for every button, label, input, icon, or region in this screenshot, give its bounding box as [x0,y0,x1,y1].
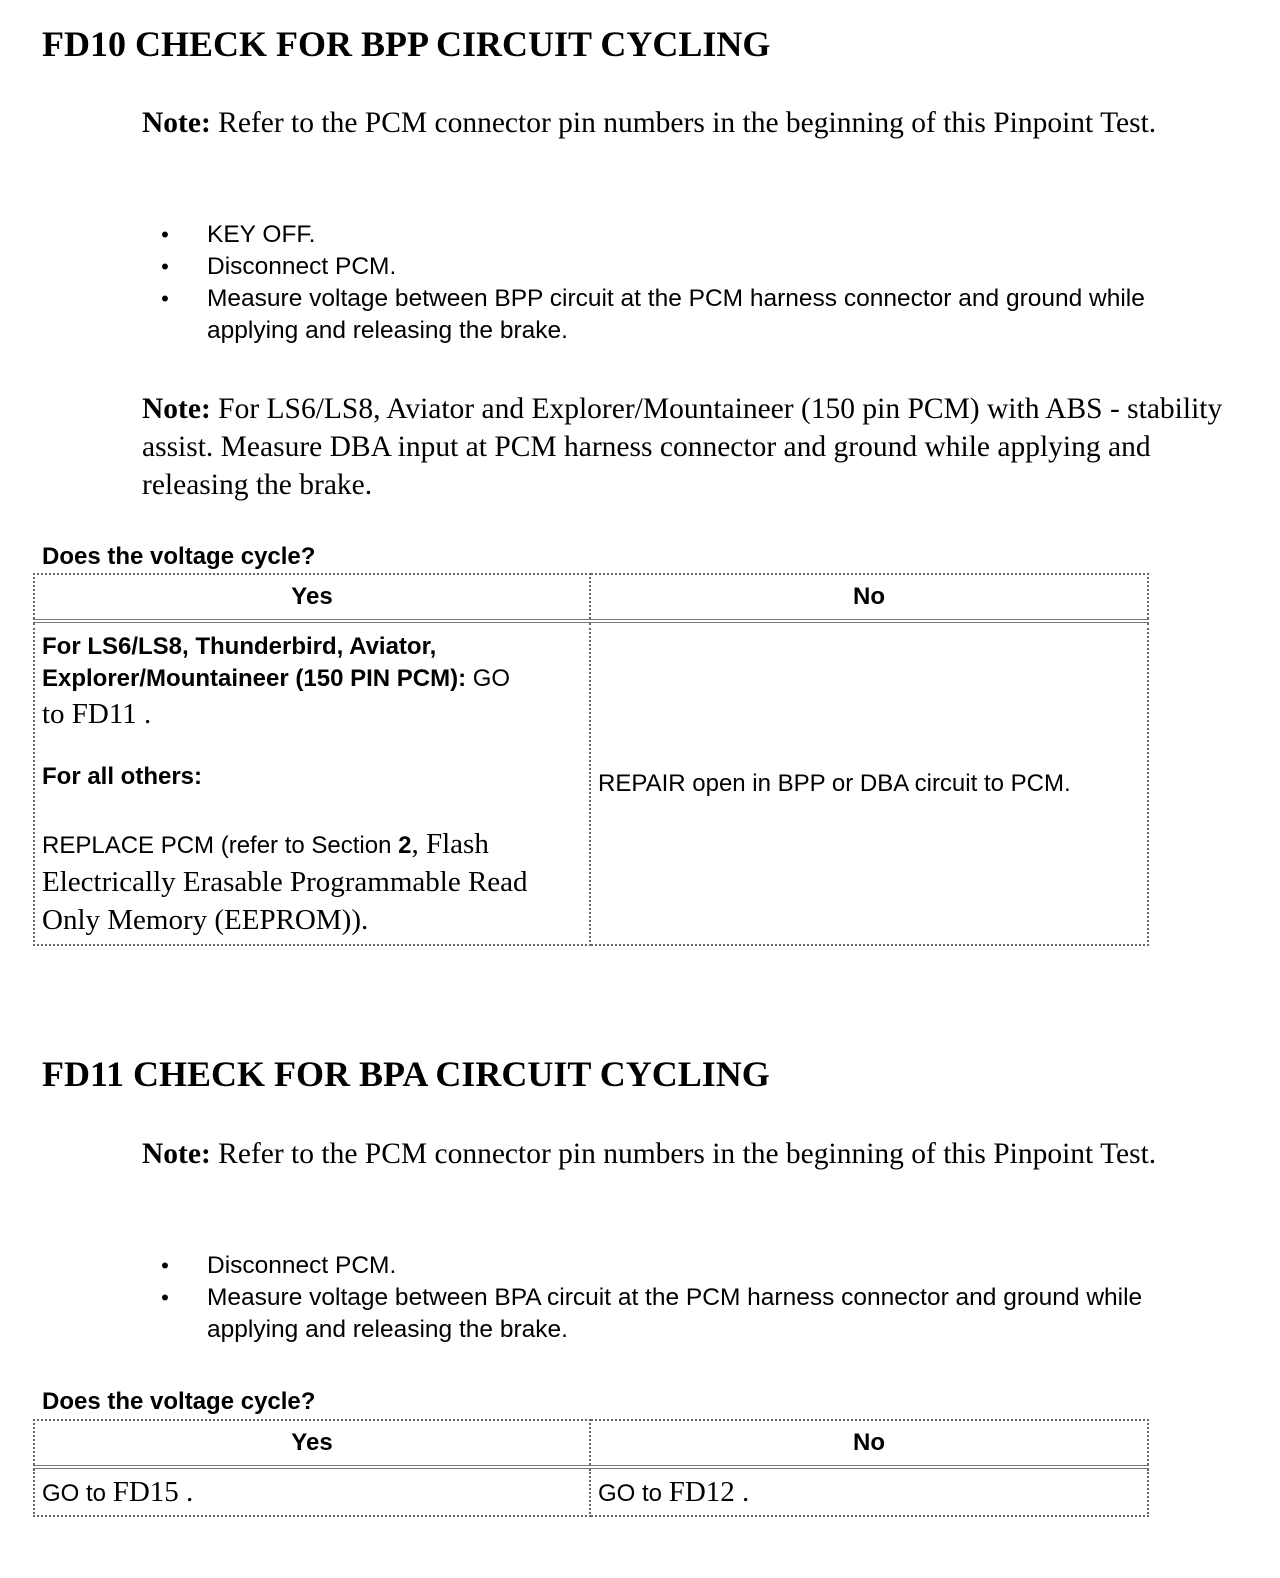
bullet-icon: • [161,222,169,247]
go-to-fd12-link[interactable]: FD12 . [668,1476,750,1508]
section-reference-link[interactable]: , Flash Electrically Erasable Programmable Read Only Memory (EEPROM)). [42,828,528,936]
list-item [142,283,1222,347]
go-text: GO [466,665,511,692]
table-header-row [34,1420,1148,1467]
note-text: Refer to the PCM connector pin numbers in the beginning of this Pinpoint Test. [210,1138,1157,1170]
note-label: Note: [142,1138,211,1170]
fd11-step-list [142,1250,1222,1346]
table-row [34,1467,1148,1516]
fd11-note-1 [142,1135,1242,1173]
table-row [34,621,1148,945]
others-label: For all others: [42,763,203,790]
step-text: Measure voltage between BPP circuit at the PCM harness connector and ground while applying and releasing the brake. [207,285,1145,344]
header-yes: Yes [34,574,590,621]
fd10-note-2 [142,390,1242,504]
header-no: No [590,1420,1148,1467]
list-item [142,1282,1222,1346]
note-text: Refer to the PCM connector pin numbers in the beginning of this Pinpoint Test. [210,107,1157,139]
vehicles-label: For LS6/LS8, Thunderbird, Aviator, Explorer/Mountaineer (150 PIN PCM): [42,633,467,692]
bullet-icon: • [161,254,169,279]
go-to-fd11-link[interactable]: to FD11 . [42,698,152,730]
bullet-icon: • [161,1285,169,1310]
list-item [142,1250,1222,1282]
yes-vehicles-line [42,631,582,695]
bullet-icon: • [161,286,169,311]
go-text: GO to [42,1480,113,1507]
go-to-fd15-link[interactable]: FD15 . [112,1476,194,1508]
note-label: Note: [142,107,211,139]
replace-sans: REPLACE PCM (refer to Section [42,832,399,859]
step-text: KEY OFF. [207,221,316,248]
fd10-step-list [142,219,1222,347]
yes-cell [34,1467,590,1516]
section-number: 2 [398,832,412,859]
fd11-decision-table [33,1419,1149,1517]
fd10-note-1 [142,104,1242,142]
go-text: GO to [598,1480,669,1507]
list-item [142,219,1222,251]
replace-pcm-text [42,825,582,939]
fd11-question: Does the voltage cycle? [42,1388,316,1415]
bullet-icon: • [161,1253,169,1278]
no-cell [590,1467,1148,1516]
header-yes: Yes [34,1420,590,1467]
header-no: No [590,574,1148,621]
step-text: Disconnect PCM. [207,1252,397,1279]
note-text: For LS6/LS8, Aviator and Explorer/Mountaineer (150 pin PCM) with ABS - stability assist. Measure DBA input at PCM harness connector and ground while applying and releasing the brake. [142,393,1223,501]
fd11-title: FD11 CHECK FOR BPA CIRCUIT CYCLING [42,1054,770,1094]
fd10-question: Does the voltage cycle? [42,543,316,570]
table-header-row [34,574,1148,621]
yes-cell [34,621,590,945]
note-label: Note: [142,393,211,425]
step-text: Measure voltage between BPA circuit at the PCM harness connector and ground while applying and releasing the brake. [207,1284,1143,1343]
fd10-title: FD10 CHECK FOR BPP CIRCUIT CYCLING [42,24,771,64]
list-item [142,251,1222,283]
fd10-decision-table [33,573,1149,946]
no-cell: REPAIR open in BPP or DBA circuit to PCM. [590,621,1148,945]
step-text: Disconnect PCM. [207,253,397,280]
